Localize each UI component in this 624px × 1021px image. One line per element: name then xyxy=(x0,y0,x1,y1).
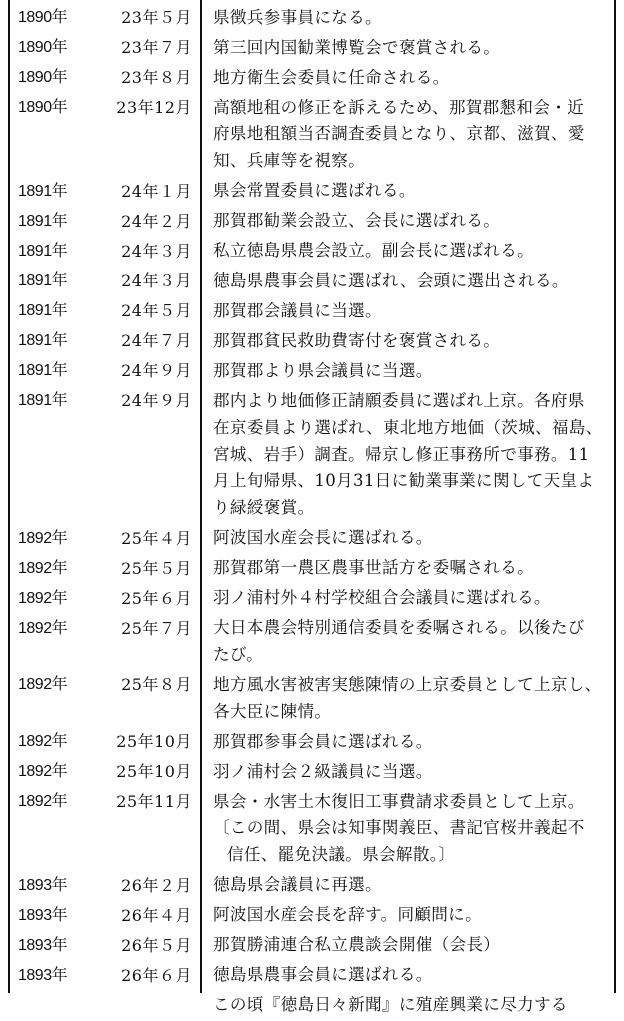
event-line: 県会・水害土木復旧工事費請求委員として上京。 xyxy=(213,791,585,811)
table-row xyxy=(0,266,624,296)
table-row xyxy=(0,871,624,901)
table-row xyxy=(0,3,624,33)
event-text xyxy=(213,296,613,326)
event-text xyxy=(213,266,613,296)
era-date: 25年８月 xyxy=(121,675,192,695)
event-line: 那賀郡第一農区農事世話方を委嘱される。 xyxy=(213,558,534,578)
table-row xyxy=(0,614,624,671)
table-row xyxy=(0,207,624,237)
event-text xyxy=(213,237,613,267)
event-text xyxy=(213,787,613,871)
table-row xyxy=(0,524,624,554)
event-text xyxy=(213,614,613,671)
event-line: 県会常置委員に選ばれる。 xyxy=(213,181,416,201)
event-line: 高額地租の修正を訴えるため、那賀郡懇和会・近 xyxy=(213,97,584,117)
event-text xyxy=(213,93,613,177)
event-text xyxy=(213,584,613,614)
era-date: 25年５月 xyxy=(121,558,192,578)
event-text xyxy=(213,961,613,991)
table-row xyxy=(0,670,624,727)
event-line: 知、兵庫等を視察。 xyxy=(213,151,366,171)
event-line: 徳島県農事会員に選ばれ、会頭に選出される。 xyxy=(213,271,569,291)
western-year: 1893年 xyxy=(18,906,68,924)
table-row xyxy=(0,991,624,1021)
era-date: 25年10月 xyxy=(116,732,192,752)
western-year: 1891年 xyxy=(18,182,68,200)
table-row xyxy=(0,787,624,871)
event-line: 那賀郡貧民救助費寄付を褒賞される。 xyxy=(213,331,501,351)
event-text xyxy=(213,177,613,207)
event-line: 徳島県会議員に再選。 xyxy=(213,875,382,895)
table-row xyxy=(0,296,624,326)
western-year: 1891年 xyxy=(18,212,68,230)
western-year: 1892年 xyxy=(18,763,68,781)
era-date: 25年４月 xyxy=(121,528,192,548)
event-line: 県徴兵参事員になる。 xyxy=(213,7,382,27)
event-text xyxy=(213,3,613,33)
event-text xyxy=(213,871,613,901)
event-line: 那賀勝浦連合私立農談会開催（会長） xyxy=(213,935,501,955)
western-year: 1890年 xyxy=(18,38,68,56)
table-row xyxy=(0,554,624,584)
table-row xyxy=(0,386,624,523)
event-line: 阿波国水産会長に選ばれる。 xyxy=(213,528,433,548)
era-date: 24年３月 xyxy=(121,271,192,291)
table-row xyxy=(0,961,624,991)
era-date: 24年７月 xyxy=(121,331,192,351)
table-row xyxy=(0,326,624,356)
western-year: 1890年 xyxy=(18,9,68,26)
western-year: 1892年 xyxy=(18,793,68,811)
western-year: 1893年 xyxy=(18,936,68,954)
table-row xyxy=(0,901,624,931)
era-date: 23年12月 xyxy=(116,97,192,117)
event-line: り緑綬褒賞。 xyxy=(213,498,315,518)
event-line: 徳島県農事会員に選ばれる。 xyxy=(213,965,433,985)
event-line: 那賀郡会議員に当選。 xyxy=(213,301,382,321)
era-date: 26年５月 xyxy=(121,935,192,955)
event-line: 那賀郡より県会議員に当選。 xyxy=(213,361,433,381)
era-date: 26年４月 xyxy=(121,905,192,925)
event-line: 那賀郡参事会員に選ばれる。 xyxy=(213,731,433,751)
event-line: 各大臣に陳情。 xyxy=(213,701,332,721)
western-year: 1890年 xyxy=(18,98,68,116)
event-line: 月上旬帰県、10月31日に勧業事業に関して天皇よ xyxy=(213,471,595,491)
table-row xyxy=(0,237,624,267)
event-text xyxy=(213,901,613,931)
table-row xyxy=(0,584,624,614)
event-text xyxy=(213,670,613,727)
western-year: 1893年 xyxy=(18,876,68,894)
era-date: 26年２月 xyxy=(121,875,192,895)
event-text xyxy=(213,991,613,1021)
western-year: 1891年 xyxy=(18,272,68,290)
table-row xyxy=(0,33,624,63)
event-text xyxy=(213,33,613,63)
event-line: 大日本農会特別通信委員を委嘱される。以後たび xyxy=(213,618,585,638)
event-line: 那賀郡勧業会設立、会長に選ばれる。 xyxy=(213,211,501,231)
era-date: 24年９月 xyxy=(121,361,192,381)
era-date: 25年６月 xyxy=(121,588,192,608)
western-year: 1890年 xyxy=(18,68,68,86)
event-text xyxy=(213,554,613,584)
event-text xyxy=(213,207,613,237)
table-row xyxy=(0,93,624,177)
era-date: 23年８月 xyxy=(121,67,192,87)
event-line: 郡内より地価修正請願委員に選ばれ上京。各府県 xyxy=(213,391,585,411)
event-line: 私立徳島県農会設立。副会長に選ばれる。 xyxy=(213,241,534,261)
table-row xyxy=(0,727,624,757)
western-year: 1891年 xyxy=(18,302,68,320)
event-line: この頃『徳島日々新聞』に殖産興業に尽力する xyxy=(213,995,568,1015)
event-line: 阿波国水産会長を辞す。同顧問に。 xyxy=(213,905,482,925)
event-line: 在京委員より選ばれ、東北地方地価（茨城、福島、 xyxy=(213,417,603,437)
event-line: 第三回内国勧業博覧会で褒賞される。 xyxy=(213,37,501,57)
western-year: 1892年 xyxy=(18,559,68,577)
western-year: 1892年 xyxy=(18,589,68,607)
event-text xyxy=(213,931,613,961)
table-row xyxy=(0,931,624,961)
era-date: 23年７月 xyxy=(121,37,192,57)
table-row xyxy=(0,356,624,386)
event-text xyxy=(213,727,613,757)
western-year: 1891年 xyxy=(18,242,68,260)
western-year: 1892年 xyxy=(18,619,68,637)
event-line: 地方風水害被害実態陳情の上京委員として上京し、 xyxy=(213,674,602,694)
event-line: 府県地租額当否調査委員となり、京都、滋賀、愛 xyxy=(213,124,585,144)
western-year: 1893年 xyxy=(18,966,68,984)
table-row xyxy=(0,757,624,787)
era-date: 24年３月 xyxy=(121,241,192,261)
western-year: 1891年 xyxy=(18,362,68,380)
event-line: 宮城、岩手）調査。帰京し修正事務所で事務。11 xyxy=(213,444,590,464)
era-date: 24年２月 xyxy=(121,211,192,231)
western-year: 1892年 xyxy=(18,733,68,751)
event-text xyxy=(213,386,613,523)
event-line: 〔この間、県会は知事関義臣、書記官桜井義起不 xyxy=(213,818,585,838)
event-line: 信任、罷免決議。県会解散。〕 xyxy=(227,845,456,865)
era-date: 26年６月 xyxy=(121,965,192,985)
table-row xyxy=(0,177,624,207)
western-year: 1892年 xyxy=(18,529,68,547)
era-date: 24年５月 xyxy=(121,301,192,321)
era-date: 23年５月 xyxy=(121,8,192,27)
event-line: 羽ノ浦村会２級議員に当選。 xyxy=(213,761,433,781)
event-line: たび。 xyxy=(213,644,264,664)
event-text xyxy=(213,757,613,787)
western-year: 1892年 xyxy=(18,676,68,694)
era-date: 25年10月 xyxy=(116,762,192,782)
era-date: 25年11月 xyxy=(116,792,192,812)
event-text xyxy=(213,356,613,386)
era-date: 24年１月 xyxy=(121,181,192,201)
era-date: 25年７月 xyxy=(121,618,192,638)
western-year: 1891年 xyxy=(18,392,68,410)
event-line: 地方衛生会委員に任命される。 xyxy=(213,67,450,87)
event-text xyxy=(213,326,613,356)
western-year: 1891年 xyxy=(18,332,68,350)
event-text xyxy=(213,524,613,554)
chronology-table xyxy=(0,3,624,1021)
era-date: 24年９月 xyxy=(121,391,192,411)
table-row xyxy=(0,63,624,93)
event-text xyxy=(213,63,613,93)
event-line: 羽ノ浦村外４村学校組合会議員に選ばれる。 xyxy=(213,588,551,608)
